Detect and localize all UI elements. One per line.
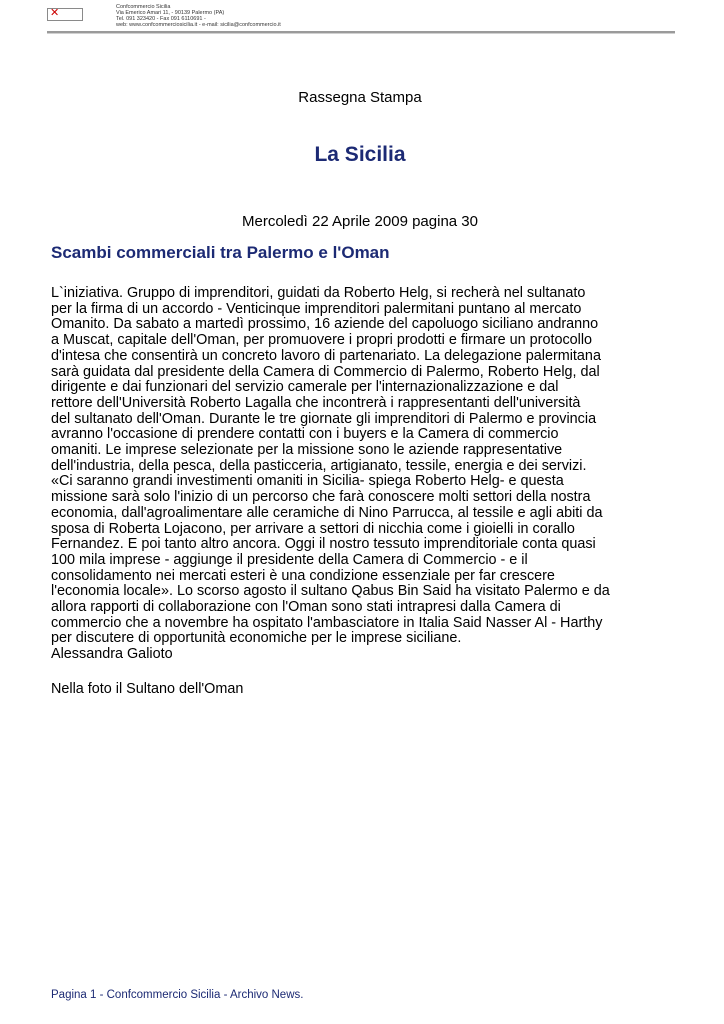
- article-line: avranno l'occasione di prendere contatti con i buyers e la Camera di commercio: [51, 426, 559, 443]
- article-line: per discutere di opportunità economiche per le imprese siciliane.: [51, 630, 462, 647]
- photo-caption: Nella foto il Sultano dell'Oman: [51, 681, 244, 697]
- org-address: Via Emerico Amari 11, - 90139 Palermo (PA): [116, 10, 225, 16]
- publication-date: [0, 213, 724, 231]
- article-line: L`iniziativa. Gruppo di imprenditori, guidati da Roberto Helg, si recherà nel sultanato: [51, 285, 586, 301]
- article-title: Scambi commerciali tra Palermo e l'Oman: [51, 243, 390, 262]
- article-line: rettore dell'Università Roberto Lagalla che incontrerà i rappresentanti dell'università: [51, 394, 581, 411]
- article-line: consolidamento nei mercati esteri è una condizione essenziale per far crescere: [51, 567, 555, 584]
- article-line: sposa di Roberta Lojacono, per arrivare a settori di nicchia come i gioielli in corallo: [51, 520, 575, 537]
- article-line: economia, dall'agroalimentare alle ceramiche di Nino Parrucca, al tessile e agli abiti da: [51, 504, 603, 521]
- org-web-email: web: www.confcommerciosicilia.it - e-mail: sicilia@confcommercio.it: [116, 22, 281, 28]
- article-line: per la firma di un accordo - Venticinque imprenditori palermitani puntano al mercato: [51, 300, 582, 317]
- article-line: omaniti. Le imprese selezionate per la missione sono le aziende rappresentative: [51, 442, 563, 459]
- org-name: Confcommercio Sicilia: [116, 4, 171, 10]
- organization-contact: [116, 4, 281, 28]
- header-divider: [47, 31, 675, 34]
- press-review-label: [0, 89, 724, 107]
- press-review-text: Rassegna Stampa: [298, 89, 422, 106]
- broken-image-logo: [47, 8, 83, 21]
- article-line: sarà guidata dal presidente della Camera di Commercio di Palermo, Roberto Helg, dal: [51, 363, 600, 380]
- article-line: del sultanato dell'Oman. Durante le tre giornate gli imprenditori di Palermo e provincia: [51, 410, 597, 427]
- article-line: dirigente e dai funzionari del servizio camerale per l'internazionalizzazione e dal: [51, 379, 559, 396]
- article-line: l'economia locale». Lo scorso agosto il sultano Qabus Bin Said ha visitato Palermo e da: [51, 583, 610, 600]
- publication-date-text: Mercoledì 22 Aprile 2009 pagina 30: [241, 213, 478, 230]
- article-body: [51, 286, 691, 663]
- newspaper-name-text: La Sicilia: [314, 143, 406, 166]
- article-line: Fernandez. E poi tanto altro ancora. Oggi il nostro tessuto imprenditoriale conta quasi: [51, 536, 596, 553]
- newspaper-name: [0, 143, 724, 167]
- article-line: Omanito. Da sabato a martedì prossimo, 16 aziende del capoluogo siciliano andranno: [51, 316, 599, 333]
- article-line: missione sarà solo l'inizio di un percorso che farà conoscere molti settori della nostra: [51, 489, 591, 506]
- article-line: dell'industria, della pesca, della pasticceria, artigianato, tessile, energia e dei servizi.: [51, 457, 587, 474]
- article-line: allora rapporti di collaborazione con l'Oman sono stati intrapresi dalla Camera di: [51, 599, 561, 616]
- broken-image-icon: ✕: [50, 7, 60, 19]
- article-line: commercio che a novembre ha ospitato l'ambasciatore in Italia Said Nasser Al - Harthy: [51, 614, 603, 631]
- article-line: Alessandra Galioto: [51, 646, 173, 663]
- article-line: «Ci saranno grandi investimenti omaniti in Sicilia- spiega Roberto Helg- e questa: [51, 473, 564, 490]
- page-header: [47, 4, 675, 34]
- article-line: d'intesa che consentirà un concreto lavoro di partenariato. La delegazione palermitana: [51, 347, 601, 364]
- article-line: a Muscat, capitale dell'Oman, per promuovere i propri prodotti e firmare un protocollo: [51, 332, 593, 349]
- page-footer: Pagina 1 - Confcommercio Sicilia - Archivo News.: [51, 989, 304, 1001]
- article-line: 100 mila imprese - aggiunge il presidente della Camera di Commercio - e il: [51, 551, 528, 568]
- org-phone-fax: Tel. 091 323420 - Fax 091 6110691 -: [116, 16, 206, 22]
